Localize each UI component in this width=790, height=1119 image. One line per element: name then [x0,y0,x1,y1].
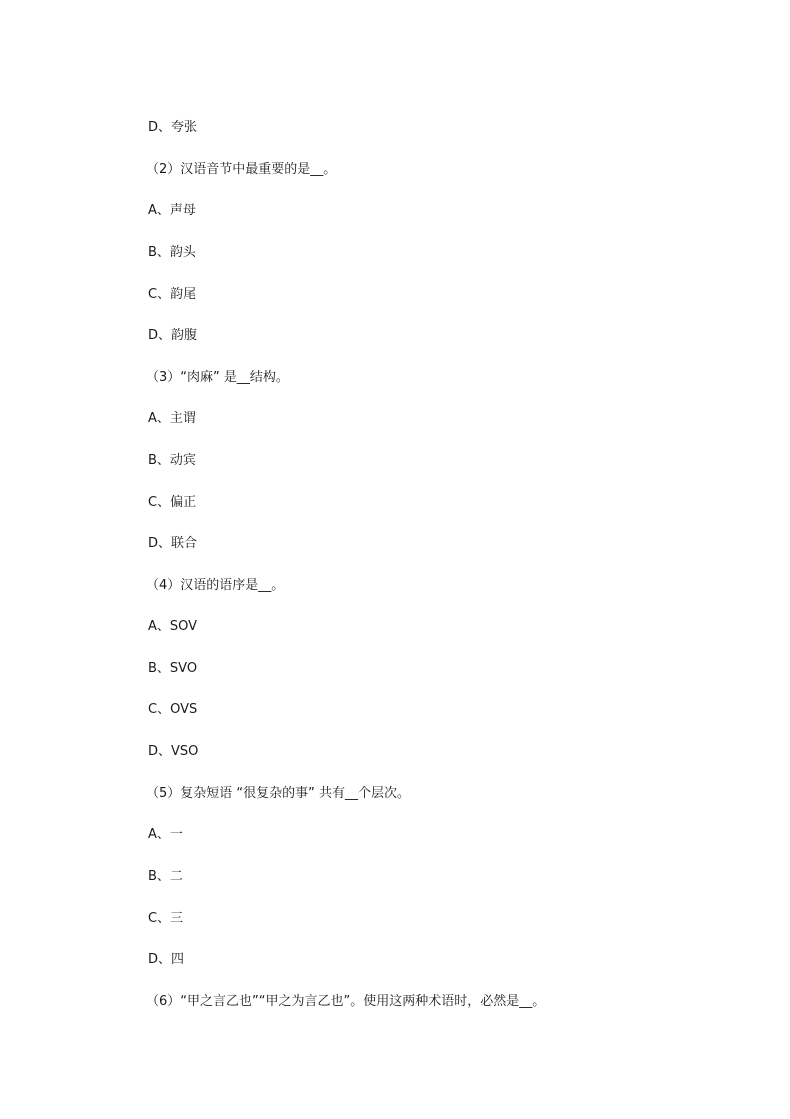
question-3: （3）“肉麻” 是__结构。 [146,370,289,385]
option-c-q4: C、OVS [148,702,198,717]
option-c-q3: C、偏正 [148,495,197,510]
option-d-q1: D、夸张 [148,120,198,135]
option-c-q5: C、三 [148,911,184,926]
option-c-q2: C、韵尾 [148,287,197,302]
option-b-q4: B、SVO [148,661,198,676]
option-a-q4: A、SOV [148,619,198,634]
question-4: （4）汉语的语序是__。 [146,578,285,593]
option-d-q5: D、四 [148,952,185,967]
option-b-q5: B、二 [148,869,183,884]
question-2: （2）汉语音节中最重要的是__。 [146,162,337,177]
option-d-q2: D、韵腹 [148,328,198,343]
option-a-q3: A、主谓 [148,411,196,426]
question-6: （6）“甲之言乙也”“甲之为言乙也”。使用这两种术语时，必然是__。 [146,994,546,1009]
option-b-q3: B、动宾 [148,453,196,468]
option-a-q2: A、声母 [148,203,196,218]
option-a-q5: A、一 [148,827,183,842]
option-d-q4: D、VSO [148,744,199,759]
option-d-q3: D、联合 [148,536,198,551]
option-b-q2: B、韵头 [148,245,196,260]
question-5: （5）复杂短语 “很复杂的事” 共有__个层次。 [146,786,411,801]
